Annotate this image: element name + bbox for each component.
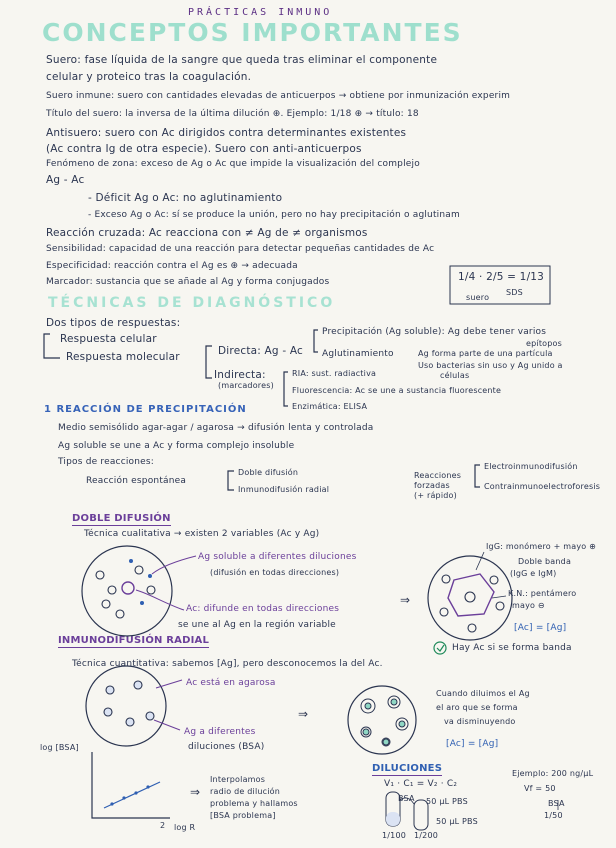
enzimatica: Enzimática: ELISA	[292, 402, 368, 411]
concept-reaccion-cruzada: Reacción cruzada: Ac reacciona con ≠ Ag de ≠ organismos	[46, 227, 368, 239]
concept-marcador: Marcador: sustancia que se añade al Ag y forma conjugados	[46, 277, 330, 287]
box-sds: SDS	[506, 288, 523, 297]
ag-soluble: Ag soluble se une a Ac y forma complejo insoluble	[58, 441, 295, 451]
ac-agarosa: Ac está en agarosa	[186, 678, 276, 688]
page-title: CONCEPTOS IMPORTANTES	[42, 18, 463, 47]
plate-doble-2-wells	[440, 575, 504, 632]
techniques-heading: TÉCNICAS DE DIAGNÓSTICO	[48, 295, 336, 311]
inmunodifusion-radial: Inmunodifusión radial	[238, 485, 330, 494]
concept-exceso: - Exceso Ag o Ac: sí se produce la unión, pero no hay precipitación o aglutinam	[88, 210, 460, 220]
cuando-diluimos-1: Cuando diluimos el Ag	[436, 689, 530, 698]
ratio-1-100: 1/100	[382, 831, 407, 840]
concept-suero-inmune: Suero inmune: suero con cantidades elevadas de anticuerpos → obtiene por inmunización experim	[46, 91, 511, 101]
bracket-respuestas	[44, 334, 60, 358]
epitopos: epítopos	[526, 339, 562, 348]
plate-radial-2-rings	[361, 696, 408, 746]
concept-sensibilidad: Sensibilidad: capacidad de una reacción para detectar pequeñas cantidades de Ac	[46, 244, 435, 254]
doble-difusion-heading: DOBLE DIFUSIÓN	[72, 513, 171, 524]
indirecta: Indirecta:	[214, 369, 266, 381]
concept-fenomeno-zona-line1: Fenómeno de zona: exceso de Ag o Ac que impide la visualización del complejo	[46, 159, 420, 169]
interpolamos-2: radio de dilución	[210, 787, 281, 796]
medio-semisolido: Medio semisólido agar-agar / agarosa → difusión lenta y controlada	[58, 423, 374, 433]
graph-axes	[92, 752, 170, 818]
box-fraction: 1/4 · 2/5 = 1/13	[458, 271, 545, 283]
arrow-ac	[136, 590, 184, 610]
plate-doble-2	[428, 556, 512, 640]
respuesta-celular: Respuesta celular	[60, 333, 157, 345]
ag-diferentes: Ag a diferentes	[184, 727, 256, 737]
reaccion-espontanea: Reacción espontánea	[86, 476, 187, 486]
bracket-forzadas	[475, 465, 480, 487]
transfer-arrow	[400, 798, 414, 804]
ejemplo-1: Ejemplo: 200 ng/µL	[512, 769, 594, 778]
doble-banda-1: Doble banda	[518, 557, 572, 566]
radial-tecnica: Técnica cuantitativa: sabemos [Ag], pero desconocemos la del Ac.	[72, 659, 383, 669]
box-suero: suero	[466, 293, 490, 302]
radial-ac-equal-ag: [Ac] = [Ag]	[446, 739, 499, 749]
tube-bsa: BSA	[398, 794, 415, 803]
arrow-ag-diluciones	[154, 720, 180, 730]
directa: Directa: Ag - Ac	[218, 345, 304, 357]
ria: RIA: sust. radiactiva	[292, 369, 377, 378]
bracket-indirecta	[284, 372, 288, 406]
bracket-espontanea	[228, 471, 234, 490]
plate-radial-1	[86, 666, 166, 746]
diluciones-formula: V₁ · C₁ = V₂ · C₂	[384, 779, 458, 789]
concept-suero-line2: celular y proteico tras la coagulación.	[46, 71, 252, 83]
arrow-implies-3: ⇒	[190, 785, 201, 799]
page-kicker: PRÁCTICAS INMUNO	[188, 7, 333, 18]
pointer-kn	[492, 596, 506, 598]
concept-antisuero-line2: (Ac contra Ig de otra especie). Suero con anti-anticuerpos	[46, 143, 362, 155]
interpolamos-4: [BSA problema]	[210, 811, 276, 820]
concept-antisuero-line1: Antisuero: suero con Ac dirigidos contra determinantes existentes	[46, 127, 407, 139]
plate-doble-1-center-well	[122, 582, 134, 594]
arrow-implies-1: ⇒	[400, 593, 411, 607]
graph-x-origin: 2	[160, 821, 166, 830]
precipitacion-heading: 1 REACCIÓN DE PRECIPITACIÓN	[44, 404, 247, 415]
interpolamos-3: problema y hallamos	[210, 799, 298, 808]
igg-label: IgG: monómero + mayo ⊕	[486, 542, 597, 551]
concept-deficit: - Déficit Ag o Ac: no aglutinamiento	[88, 192, 283, 204]
respuesta-molecular: Respuesta molecular	[66, 351, 180, 363]
aglut-desc2: Uso bacterias sin uso y Ag unido a	[418, 361, 563, 370]
ejemplo-3: BSA	[548, 799, 565, 808]
bracket-directa	[314, 330, 318, 352]
graph-ylabel: log [BSA]	[40, 743, 79, 752]
radial-heading: INMUNODIFUSIÓN RADIAL	[58, 635, 210, 646]
pointer-igg	[476, 552, 484, 570]
tipos-respuestas: Dos tipos de respuestas:	[46, 317, 181, 329]
reacciones-forzadas-2: forzadas	[414, 481, 450, 490]
doble-difusion: Doble difusión	[238, 468, 299, 477]
cuando-diluimos-3: va disminuyendo	[444, 717, 516, 726]
plate-doble-1	[82, 546, 172, 636]
graph-xlabel: log R	[174, 823, 196, 832]
interpolamos-1: Interpolamos	[210, 775, 266, 784]
ac-equal-ag: [Ac] = [Ag]	[514, 623, 567, 633]
tube1-pbs: 50 µL PBS	[426, 797, 468, 806]
diluciones-bsa: diluciones (BSA)	[188, 742, 265, 752]
precipitacion: Precipitación (Ag soluble): Ag debe tener varios	[322, 327, 547, 337]
marcadores: (marcadores)	[218, 381, 274, 390]
plate-doble-1-wells	[96, 566, 155, 618]
hay-ac-banda: Hay Ac si se forma banda	[452, 643, 572, 653]
aglut-desc1: Ag forma parte de una partícula	[418, 349, 553, 358]
cuando-diluimos-2: el aro que se forma	[436, 703, 518, 712]
ejemplo-4: 1/50	[544, 811, 563, 820]
contrainmunoelectroforesis: Contrainmunoelectroforesis	[484, 482, 601, 491]
kn-label-2: mayo ⊖	[512, 601, 545, 610]
arrow-implies-2: ⇒	[298, 707, 309, 721]
kn-label-1: K.N.: pentámero	[508, 589, 577, 598]
difusion-direcciones: (difusión en todas direcciones)	[210, 568, 340, 577]
diluciones-heading: DILUCIONES	[372, 763, 443, 774]
concept-fenomeno-zona-line2: Ag - Ac	[46, 174, 85, 186]
concept-titulo: Título del suero: la inversa de la última dilución ⊕. Ejemplo: 1/18 ⊕ → título: 18	[46, 109, 419, 119]
tipos-reacciones: Tipos de reacciones:	[58, 457, 155, 467]
plate-radial-1-wells	[104, 681, 154, 726]
concept-especificidad: Especificidad: reacción contra el Ag es ⊕ → adecuada	[46, 261, 298, 271]
fluorescencia: Fluorescencia: Ac se une a sustancia fluorescente	[292, 386, 502, 395]
electroinmunodifusion: Electroinmunodifusión	[484, 462, 578, 471]
concept-suero-line1: Suero: fase líquida de la sangre que queda tras eliminar el componente	[46, 54, 438, 66]
fraction-box	[450, 266, 550, 304]
reacciones-forzadas-1: Reacciones	[414, 471, 462, 480]
doble-banda-2: (IgG e IgM)	[510, 569, 557, 578]
ag-soluble-diluciones: Ag soluble a diferentes diluciones	[198, 552, 357, 562]
tube2-pbs: 50 µL PBS	[436, 817, 478, 826]
precipitation-band	[448, 574, 494, 616]
aglutinamiento: Aglutinamiento	[322, 349, 394, 359]
check-icon	[434, 642, 446, 654]
ac-une-ag: se une al Ag en la región variable	[178, 620, 336, 630]
aglut-desc3: células	[440, 371, 470, 380]
doble-tecnica: Técnica cualitativa → existen 2 variables (Ac y Ag)	[84, 529, 320, 539]
bracket-molecular	[206, 346, 212, 378]
tube-2	[414, 800, 428, 830]
ratio-1-200: 1/200	[414, 831, 439, 840]
ejemplo-2: Vf = 50	[524, 784, 556, 793]
reacciones-forzadas-3: (+ rápido)	[414, 491, 457, 500]
ac-difunde: Ac: difunde en todas direcciones	[186, 604, 340, 614]
